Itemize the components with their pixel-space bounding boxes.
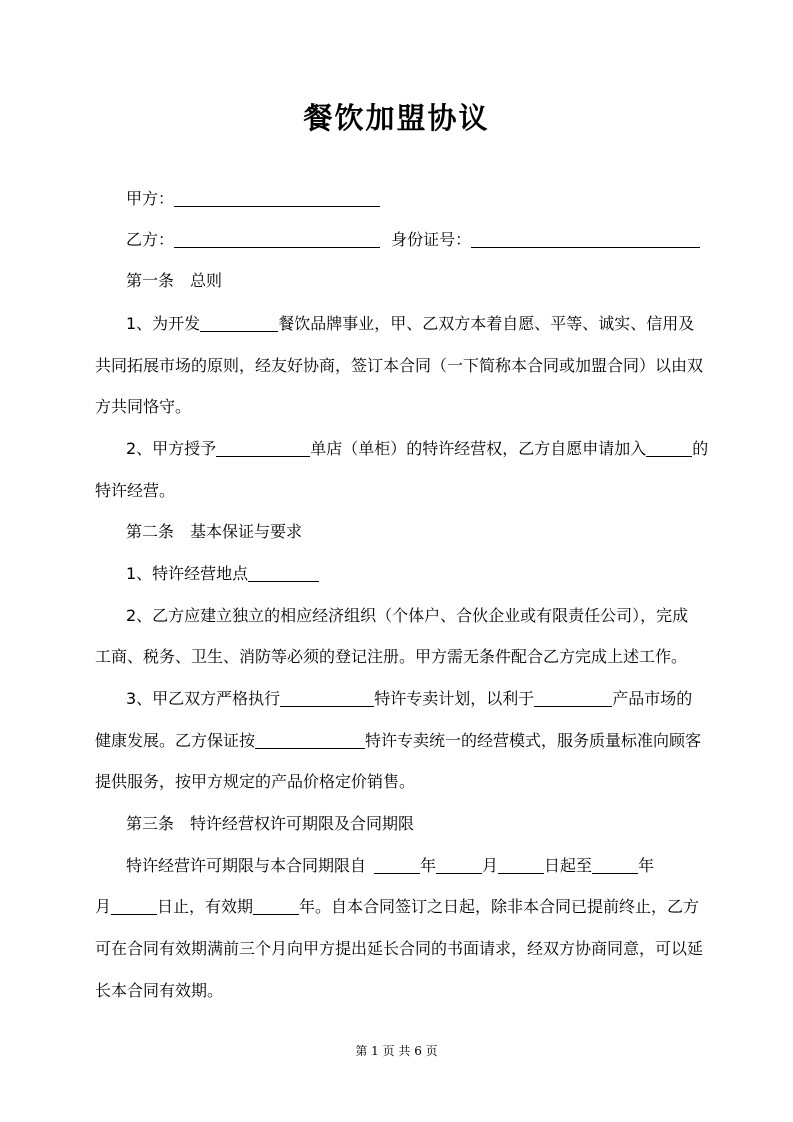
paragraph-2-line-1 bbox=[95, 439, 734, 459]
section-1-line bbox=[95, 564, 734, 584]
party-a-blank[interactable] bbox=[174, 190, 380, 207]
start-day-blank[interactable] bbox=[498, 857, 544, 874]
section-3-line-2 bbox=[95, 731, 703, 751]
text: 特许专卖统一的经营模式，服务质量标准向顾客 bbox=[365, 731, 702, 750]
party-b-line bbox=[95, 230, 734, 250]
document-title: 餐饮加盟协议 bbox=[303, 101, 490, 135]
section-3-line-1 bbox=[95, 689, 734, 709]
id-blank[interactable] bbox=[471, 231, 700, 248]
validity-years-blank[interactable] bbox=[253, 898, 299, 915]
section-2-line-1: 2、乙方应建立独立的相应经济组织（个体户、合伙企业或有限责任公司），完成 bbox=[126, 606, 689, 625]
article-2-heading: 第二条 基本保证与要求 bbox=[126, 522, 303, 541]
text: 月 bbox=[482, 856, 499, 875]
party-a-line bbox=[95, 189, 734, 209]
party-a-label: 甲方： bbox=[126, 189, 175, 208]
plan-blank[interactable] bbox=[280, 690, 374, 707]
location-blank[interactable] bbox=[248, 565, 319, 582]
text: 2、甲方授予 bbox=[126, 439, 217, 458]
brand-blank[interactable] bbox=[200, 315, 278, 332]
section-2-line-2: 工商、税务、卫生、消防等必须的登记注册。甲方需无条件配合乙方完成上述工作。 bbox=[95, 647, 688, 666]
term-line-1 bbox=[95, 856, 734, 876]
text: 的 bbox=[692, 439, 709, 458]
party-b-label: 乙方： bbox=[126, 230, 175, 249]
text: 特许经营许可期限与本合同期限自 bbox=[126, 856, 367, 875]
text: 3、甲乙双方严格执行 bbox=[126, 689, 281, 708]
article-1-heading: 第一条 总则 bbox=[126, 271, 223, 290]
text: 产品市场的 bbox=[612, 689, 693, 708]
text: 餐饮品牌事业，甲、乙双方本着自愿、平等、诚实、信用及 bbox=[278, 314, 695, 333]
section-3-line-3: 提供服务，按甲方规定的产品价格定价销售。 bbox=[95, 772, 416, 791]
paragraph-1-line-2: 共同拓展市场的原则，经友好协商，签订本合同（一下简称本合同或加盟合同）以由双 bbox=[95, 356, 704, 375]
text: 特许专卖计划，以利于 bbox=[374, 689, 535, 708]
paragraph-1-line-3: 方共同恪守。 bbox=[95, 397, 192, 416]
article-3-heading: 第三条 特许经营权许可期限及合同期限 bbox=[126, 814, 415, 833]
term-line-3: 可在合同有效期满前三个月向甲方提出延长合同的书面请求，经双方协商同意，可以延 bbox=[95, 939, 704, 958]
party-b-blank[interactable] bbox=[174, 231, 380, 248]
text: 1、特许经营地点 bbox=[126, 564, 249, 583]
text: 健康发展。乙方保证按 bbox=[95, 731, 256, 750]
text: 年 bbox=[638, 856, 655, 875]
mode-blank[interactable] bbox=[255, 732, 365, 749]
text: 月 bbox=[95, 897, 112, 916]
paragraph-2-line-2: 特许经营。 bbox=[95, 481, 176, 500]
text: 年 bbox=[420, 856, 437, 875]
id-label: 身份证号： bbox=[391, 230, 472, 249]
term-line-4: 长本合同有效期。 bbox=[95, 981, 224, 1000]
store-blank[interactable] bbox=[216, 440, 310, 457]
paragraph-1-line-1 bbox=[95, 314, 734, 334]
text: 日止，有效期 bbox=[157, 897, 254, 916]
start-year-blank[interactable] bbox=[374, 857, 420, 874]
text: 日起至 bbox=[544, 856, 593, 875]
end-month-blank[interactable] bbox=[111, 898, 157, 915]
text: 年。自本合同签订之日起，除非本合同已提前终止，乙方 bbox=[299, 897, 700, 916]
page-footer: 第 1 页 共 6 页 bbox=[355, 1044, 438, 1058]
product-blank[interactable] bbox=[534, 690, 612, 707]
text: 1、为开发 bbox=[126, 314, 201, 333]
start-month-blank[interactable] bbox=[436, 857, 482, 874]
text: 单店（单柜）的特许经营权，乙方自愿申请加入 bbox=[310, 439, 647, 458]
end-year-blank[interactable] bbox=[592, 857, 638, 874]
join-blank[interactable] bbox=[646, 440, 692, 457]
term-line-2 bbox=[95, 897, 703, 917]
